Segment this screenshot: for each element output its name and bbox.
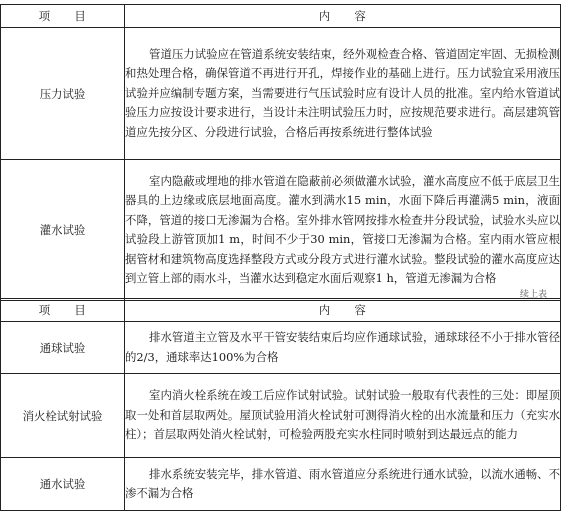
- row-content-text: 管道压力试验应在管道系统安装结束，经外观检查合格、管道固定牢固、无损检测和热处理合格，确保管道不再进行开孔，焊接作业的基础上进行。压力试验宜采用液压试验并应编制专题方案，当需要进行气压试验时应有设计人员的批准。室内给水管道试验压力应按设计要求进行，当设计未注明试验压力时，应按规范要求进行。高层建筑管道应先按分区、分段进行试验，合格后再按系统进行整体试验: [125, 46, 560, 139]
- table-header-row: [1, 299, 561, 322]
- row-item-label: 通球试验: [1, 322, 125, 374]
- row-content-text: 室内隐蔽或埋地的排水管道在隐蔽前必须做灌水试验，灌水高度应不低于底层卫生器具的上边缘或底层地面高度。灌水到满水15 min，水面下降后再灌满5 min，液面不降，管道的接口无渗漏为合格。室外排水管网按排水检查井分段试验，试验水头应以试验段上游管顶加1 m，时间不少于30 min，管接口无渗漏为合格。室内雨水管应根据管材和建筑物高度选择整段方式或分段方式进行灌水试验。整段试验的灌水高度应达到立管上部的雨水斗，当灌水达到稳定水面后观察1 h，管道无渗漏为合格: [125, 173, 560, 285]
- header-content: 内 容: [125, 5, 561, 28]
- row-content-cell: [125, 458, 561, 511]
- header-item: 项 目: [1, 299, 125, 322]
- row-item-label: 灌水试验: [1, 160, 125, 301]
- row-content-cell: [125, 160, 561, 301]
- table-header-row: [1, 5, 561, 28]
- row-content-cell: [125, 28, 561, 160]
- table-row: [1, 160, 561, 301]
- table-row: [1, 322, 561, 374]
- row-content-cell: [125, 322, 561, 374]
- row-item-label: 通水试验: [1, 458, 125, 511]
- spec-table-1: [0, 4, 561, 301]
- row-content-text: 排水系统安装完毕，排水管道、雨水管道应分系统进行通水试验，以流水通畅、不渗不漏为合格: [125, 466, 560, 500]
- row-content-cell: [125, 374, 561, 458]
- row-item-label: 消火栓试射试验: [1, 374, 125, 458]
- row-item-label: 压力试验: [1, 28, 125, 160]
- table-row: [1, 28, 561, 160]
- header-item: 项 目: [1, 5, 125, 28]
- table-row: [1, 374, 561, 458]
- spec-table-2: [0, 298, 561, 511]
- row-content-text: 室内消火栓系统在竣工后应作试射试验。试射试验一般取有代表性的三处：即屋顶取一处和首层取两处。屋顶试验用消火栓试射可测得消火栓的出水流量和压力（充实水柱）；首层取两处消火栓试射，可检验两股充实水柱同时喷射到达最远点的能力: [125, 388, 560, 442]
- header-content: 内 容: [125, 299, 561, 322]
- continuation-mark: 续上表: [520, 290, 548, 300]
- row-content-text: 排水管道主立管及水平干管安装结束后均应作通球试验，通球球径不小于排水管径的2/3，通球率达100%为合格: [125, 330, 560, 364]
- table-row: [1, 458, 561, 511]
